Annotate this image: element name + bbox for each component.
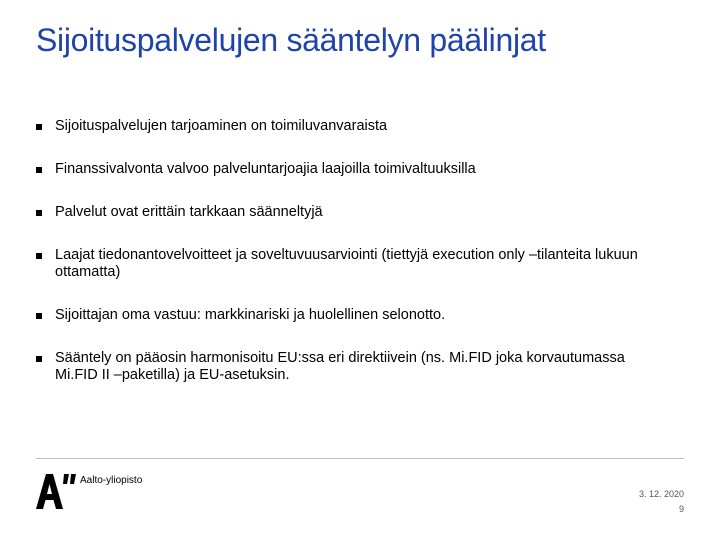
slide-date: 3. 12. 2020 <box>638 489 684 499</box>
bullet-item <box>36 118 655 135</box>
aalto-logo <box>36 472 142 510</box>
bullet-text: Sijoittajan oma vastuu: markkinariski ja huolellinen selonotto. <box>55 307 446 323</box>
bullet-text: Sääntely on pääosin harmonisoitu EU:ssa eri direktiivein (ns. Mi.FID joka korvautumassa Mi.FID II –paketilla) ja EU-asetuksin. <box>55 350 625 383</box>
bullet-text: Laajat tiedonantovelvoitteet ja soveltuvuusarviointi (tiettyjä execution only –tilanteita lukuun ottamatta) <box>55 247 638 280</box>
page-number: 9 <box>678 504 684 514</box>
bullet-item <box>36 161 655 178</box>
footer-divider <box>36 458 684 459</box>
bullet-text: Sijoituspalvelujen tarjoaminen on toimiluvanvaraista <box>55 118 388 134</box>
bullet-marker <box>36 210 42 216</box>
slide-title: Sijoituspalvelujen sääntelyn päälinjat <box>36 22 546 58</box>
bullet-marker <box>36 124 42 130</box>
bullet-marker <box>36 356 42 362</box>
bullet-marker <box>36 253 42 259</box>
bullet-item <box>36 247 655 281</box>
logo-text: Aalto-yliopisto <box>80 475 143 486</box>
bullet-item <box>36 204 655 221</box>
bullet-marker <box>36 167 42 173</box>
aalto-logo-icon <box>36 472 78 510</box>
bullet-text: Palvelut ovat erittäin tarkkaan säänneltyjä <box>55 204 323 220</box>
bullet-marker <box>36 313 42 319</box>
bullet-text: Finanssivalvonta valvoo palveluntarjoajia laajoilla toimivaltuuksilla <box>55 161 476 177</box>
bullet-item <box>36 350 655 384</box>
bullet-item <box>36 307 655 324</box>
